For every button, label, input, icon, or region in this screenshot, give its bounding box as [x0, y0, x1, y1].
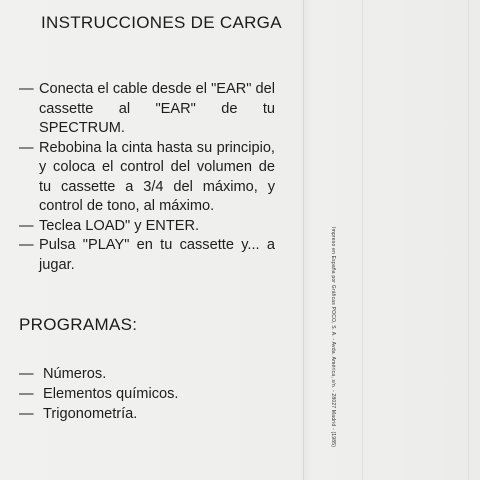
dash-bullet: — — [19, 366, 34, 382]
instruction-text: Rebobina la cinta hasta su principio, y coloca el control del volumen de tu cassette a 3/4 del máximo, y control de tono, al máximo. — [39, 139, 275, 214]
programs-title: PROGRAMAS: — [19, 315, 138, 334]
dash-bullet: — — [19, 406, 34, 422]
list-item — [19, 364, 279, 384]
fold-line — [362, 0, 363, 480]
dash-bullet: — — [19, 139, 34, 156]
fold-line — [303, 0, 304, 480]
list-item — [19, 139, 275, 217]
list-item — [19, 80, 275, 139]
dash-bullet: — — [19, 81, 34, 97]
list-item — [19, 217, 275, 237]
instructions-list — [19, 80, 275, 275]
instructions-title: INSTRUCCIONES DE CARGA — [41, 13, 282, 32]
list-item — [19, 384, 279, 404]
dash-bullet: — — [19, 386, 34, 402]
fold-line — [468, 0, 469, 480]
instruction-text: Teclea LOAD" y ENTER. — [39, 217, 200, 234]
dash-bullet: — — [19, 217, 34, 234]
imprint-text: Impreso en España por Gráficas POCO, S. A. - Avda. América, s/n. - 28027 Madrid - (1985) — [330, 226, 336, 448]
program-text: Elementos químicos. — [43, 386, 179, 402]
instruction-text: Conecta el cable desde el "EAR" del cassette al "EAR" de tu SPECTRUM. — [39, 81, 275, 136]
program-text: Trigonometría. — [43, 406, 138, 422]
programs-list — [19, 364, 279, 424]
instruction-text: Pulsa "PLAY" en tu cassette y... a jugar. — [39, 237, 275, 273]
list-item — [19, 404, 279, 424]
program-text: Números. — [43, 366, 107, 382]
printer-imprint — [329, 226, 337, 448]
dash-bullet: — — [19, 237, 34, 253]
list-item — [19, 236, 275, 275]
